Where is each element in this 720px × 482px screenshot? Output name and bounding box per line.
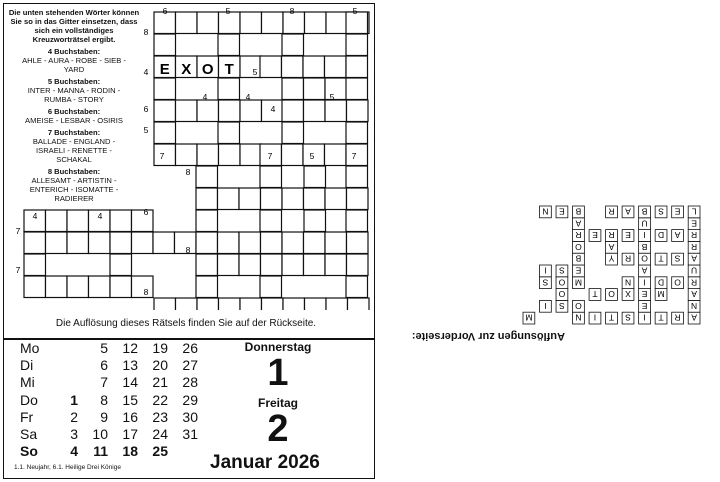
crossword-grid xyxy=(0,0,376,310)
grid-cell[interactable] xyxy=(240,100,262,122)
grid-cell[interactable] xyxy=(325,78,347,100)
grid-cell[interactable] xyxy=(346,276,368,298)
grid-cell[interactable] xyxy=(219,144,241,166)
length-label: 5 xyxy=(329,92,335,102)
solution-letter: E xyxy=(592,230,598,241)
grid-cell[interactable] xyxy=(326,298,348,310)
length-label: 7 xyxy=(351,151,357,161)
day-number-1: 1 xyxy=(267,352,289,394)
grid-cell[interactable] xyxy=(304,166,326,188)
grid-cell[interactable] xyxy=(197,100,219,122)
solution-letter: I xyxy=(643,312,646,323)
grid-cell[interactable] xyxy=(132,276,154,298)
solution-letter: A xyxy=(625,206,631,217)
grid-cell[interactable] xyxy=(282,232,304,254)
calendar-date[interactable]: 19 xyxy=(152,340,168,356)
grid-cell[interactable] xyxy=(262,298,284,310)
solution-letter: N xyxy=(542,206,549,217)
grid-cell[interactable] xyxy=(346,34,368,56)
solution-letter: E xyxy=(691,218,697,229)
group-words: RADIERER xyxy=(54,194,94,203)
grid-cell[interactable] xyxy=(110,232,132,254)
solution-letter: N xyxy=(691,300,698,311)
grid-cell[interactable] xyxy=(196,166,218,188)
length-label: 8 xyxy=(185,167,191,177)
calendar-date[interactable]: 8 xyxy=(100,391,108,408)
group-words: SCHAKAL xyxy=(56,155,92,164)
solution-title: Auflösungen zur Vorderseite: xyxy=(411,330,565,342)
group-words: YARD xyxy=(63,65,85,74)
grid-cell[interactable] xyxy=(197,144,219,166)
calendar-date[interactable]: 14 xyxy=(122,374,138,391)
grid-cell[interactable] xyxy=(89,276,111,298)
grid-cell[interactable] xyxy=(239,232,261,254)
grid-cell[interactable] xyxy=(176,144,198,166)
grid-cell[interactable] xyxy=(283,298,305,310)
calendar-date[interactable]: 24 xyxy=(152,426,168,442)
grid-cell[interactable] xyxy=(218,78,240,100)
grid-cell[interactable] xyxy=(240,298,262,310)
solution-letter: A xyxy=(608,241,615,252)
grid-cell[interactable] xyxy=(176,12,198,34)
calendar-date[interactable]: 16 xyxy=(122,408,138,425)
grid-cell[interactable] xyxy=(348,298,370,310)
solution-letter: B xyxy=(575,253,582,264)
solution-letter: X xyxy=(625,289,631,300)
weekday-label: Mo xyxy=(20,340,40,356)
length-label: 8 xyxy=(185,245,191,255)
solution-letter: B xyxy=(641,241,648,252)
solution-letter: I xyxy=(593,312,597,323)
calendar-date[interactable]: 4 xyxy=(70,443,78,460)
solution-letter: I xyxy=(643,277,646,288)
grid-cell[interactable] xyxy=(305,12,327,34)
calendar-date[interactable]: 11 xyxy=(93,443,108,460)
calendar-date[interactable]: 12 xyxy=(122,340,138,356)
grid-cell[interactable] xyxy=(154,298,176,310)
holiday-note: 1.1. Neujahr, 6.1. Heilige Drei Könige xyxy=(14,464,121,471)
grid-cell[interactable] xyxy=(282,144,304,166)
grid-cell[interactable] xyxy=(196,210,218,232)
grid-cell[interactable] xyxy=(282,78,304,100)
solution-panel xyxy=(372,0,720,482)
solution-letter: D xyxy=(657,277,665,288)
group-words: INTER - MANNA - RODIN - xyxy=(27,86,121,95)
length-label: 7 xyxy=(15,265,21,275)
grid-cell[interactable] xyxy=(154,122,176,144)
grid-cell[interactable] xyxy=(304,78,326,100)
grid-cell[interactable] xyxy=(239,188,261,210)
grid-cell[interactable] xyxy=(304,232,326,254)
solution-letter: S xyxy=(559,300,565,311)
day-name-1: Donnerstag xyxy=(244,340,312,354)
grid-cell[interactable] xyxy=(282,56,304,78)
grid-cell[interactable] xyxy=(325,188,347,210)
grid-cell[interactable] xyxy=(326,12,348,34)
grid-cell[interactable] xyxy=(240,144,262,166)
grid-cell[interactable] xyxy=(346,56,368,78)
grid-cell[interactable] xyxy=(240,12,262,34)
solution-letter: E xyxy=(625,230,631,241)
calendar-date[interactable]: 13 xyxy=(122,357,138,374)
grid-cell[interactable] xyxy=(239,254,261,276)
solution-letter: R xyxy=(575,230,582,241)
month-title: Januar 2026 xyxy=(210,452,320,473)
grid-cell[interactable] xyxy=(67,276,89,298)
solution-letter: S xyxy=(559,265,565,276)
grid-cell[interactable] xyxy=(346,144,368,166)
grid-cell[interactable] xyxy=(218,122,240,144)
grid-cell[interactable] xyxy=(197,298,219,310)
grid-cell[interactable] xyxy=(154,34,176,56)
given-letter: O xyxy=(201,61,214,78)
grid-cell[interactable] xyxy=(154,78,176,100)
weekday-label: Di xyxy=(20,357,34,374)
grid-cell[interactable] xyxy=(304,188,326,210)
solution-letter: S xyxy=(542,277,549,288)
calendar-date[interactable]: 28 xyxy=(182,374,198,391)
group-words: ALLESAMT - ARTISTIN - xyxy=(31,176,117,185)
grid-cell[interactable] xyxy=(261,188,283,210)
solution-letter: O xyxy=(558,277,566,288)
solution-letter: T xyxy=(608,312,615,323)
solution-letter: L xyxy=(691,206,697,217)
solution-letter: I xyxy=(544,265,547,276)
solution-letter: A xyxy=(641,265,648,276)
grid-cell[interactable] xyxy=(325,144,347,166)
grid-cell[interactable] xyxy=(325,232,347,254)
grid-cell[interactable] xyxy=(260,56,282,78)
solution-letter: A xyxy=(691,253,697,264)
grid-cell[interactable] xyxy=(261,254,283,276)
solution-letter: M xyxy=(574,277,583,288)
length-label: 4 xyxy=(143,67,149,77)
solution-letter: R xyxy=(691,230,698,241)
calendar-date[interactable]: 17 xyxy=(122,426,138,442)
length-label: 6 xyxy=(143,207,149,217)
grid-cell[interactable] xyxy=(325,100,347,122)
solution-letter: I xyxy=(544,300,547,311)
grid-cell[interactable] xyxy=(347,100,369,122)
grid-cell[interactable] xyxy=(154,144,176,166)
solution-hint: Die Auflösung dieses Rätsels finden Sie auf der Rückseite. xyxy=(55,318,317,329)
given-letter: E xyxy=(159,61,170,78)
grid-cell[interactable] xyxy=(219,298,241,310)
calendar-date[interactable]: 6 xyxy=(100,357,108,374)
grid-cell[interactable] xyxy=(196,232,218,254)
solution-letter: T xyxy=(658,253,664,264)
grid-cell[interactable] xyxy=(154,100,176,122)
grid-cell[interactable] xyxy=(282,254,304,276)
length-label: 5 xyxy=(309,151,315,161)
calendar-date[interactable]: 29 xyxy=(182,391,198,408)
length-label: 7 xyxy=(15,226,21,236)
grid-cell[interactable] xyxy=(176,298,198,310)
length-label: 7 xyxy=(267,151,273,161)
group-header: 5 Buchstaben: xyxy=(47,77,101,86)
length-label: 8 xyxy=(143,287,149,297)
grid-cell[interactable] xyxy=(196,254,218,276)
length-label: 4 xyxy=(245,92,251,102)
calendar-date[interactable]: 5 xyxy=(100,340,108,356)
grid-cell[interactable] xyxy=(218,34,240,56)
grid-cell[interactable] xyxy=(89,232,111,254)
grid-cell[interactable] xyxy=(24,232,46,254)
solution-letter: E xyxy=(575,265,582,276)
grid-cell[interactable] xyxy=(219,100,241,122)
group-words: RUMBA - STORY xyxy=(44,95,104,104)
solution-letter: S xyxy=(625,312,631,323)
solution-letter: A xyxy=(691,289,697,300)
length-label: 5 xyxy=(225,6,231,16)
weekday-label: Fr xyxy=(20,408,34,425)
grid-cell[interactable] xyxy=(196,276,218,298)
grid-cell[interactable] xyxy=(196,188,218,210)
calendar-date[interactable]: 22 xyxy=(152,391,168,408)
solution-letter: U xyxy=(641,218,648,229)
solution-letter: A xyxy=(691,312,697,323)
grid-cell[interactable] xyxy=(282,34,304,56)
grid-cell[interactable] xyxy=(197,12,219,34)
length-label: 6 xyxy=(162,6,168,16)
grid-cell[interactable] xyxy=(46,232,68,254)
given-letter: T xyxy=(224,61,234,78)
grid-cell[interactable] xyxy=(304,210,326,232)
grid-cell[interactable] xyxy=(303,56,325,78)
length-label: 4 xyxy=(202,92,208,102)
grid-cell[interactable] xyxy=(346,210,368,232)
length-label: 6 xyxy=(143,104,149,114)
solution-letter: O xyxy=(575,241,582,252)
calendar-date[interactable]: 26 xyxy=(182,340,198,356)
grid-cell[interactable] xyxy=(304,100,326,122)
grid-cell[interactable] xyxy=(261,232,283,254)
group-header: 4 Buchstaben: xyxy=(47,47,101,56)
day-name-2: Freitag xyxy=(257,396,298,410)
solution-letter: U xyxy=(691,265,698,276)
calendar-date[interactable]: 27 xyxy=(182,357,198,374)
solution-letter: M xyxy=(657,289,665,300)
grid-cell[interactable] xyxy=(282,122,304,144)
grid-cell[interactable] xyxy=(282,100,304,122)
calendar-date[interactable]: 21 xyxy=(152,374,168,391)
grid-cell[interactable] xyxy=(176,100,198,122)
grid-cell[interactable] xyxy=(305,298,327,310)
calendar-date[interactable]: 18 xyxy=(122,443,138,460)
grid-cell[interactable] xyxy=(346,166,368,188)
solution-letter: T xyxy=(658,312,664,323)
solution-letter: O xyxy=(608,289,615,300)
group-words: AMEISE - LESBAR - OSIRIS xyxy=(25,116,123,125)
weekday-label: Mi xyxy=(20,374,35,391)
group-words: AHLE - AURA - ROBE - SIEB - xyxy=(22,56,126,65)
grid-cell[interactable] xyxy=(132,232,154,254)
calendar-date[interactable]: 31 xyxy=(182,426,198,442)
solution-letter: D xyxy=(657,230,665,241)
solution-letter: I xyxy=(643,230,646,241)
grid-cell[interactable] xyxy=(46,276,68,298)
solution-letter: A xyxy=(674,230,681,241)
solution-letter: N xyxy=(575,312,582,323)
solution-letter: R xyxy=(691,241,698,252)
group-words: ISRAELI - RENETTE - xyxy=(36,146,112,155)
grid-cell[interactable] xyxy=(24,254,46,276)
grid-cell[interactable] xyxy=(347,232,369,254)
grid-cell[interactable] xyxy=(325,56,347,78)
solution-letter: S xyxy=(674,253,681,264)
calendar-date[interactable]: 7 xyxy=(100,374,108,391)
solution-letter: O xyxy=(558,289,566,300)
solution-letter: T xyxy=(592,289,598,300)
grid-cell[interactable] xyxy=(110,210,132,232)
solution-letter: R xyxy=(608,230,615,241)
calendar-date[interactable]: 25 xyxy=(152,443,168,460)
length-label: 7 xyxy=(159,151,165,161)
calendar-date[interactable]: 20 xyxy=(152,357,168,374)
grid-cell[interactable] xyxy=(218,232,240,254)
group-header: 6 Buchstaben: xyxy=(47,107,101,116)
grid-cell[interactable] xyxy=(46,210,68,232)
grid-cell[interactable] xyxy=(110,276,132,298)
solution-letter: R xyxy=(608,206,615,217)
length-label: 5 xyxy=(143,125,149,135)
calendar-date[interactable]: 30 xyxy=(182,408,198,425)
length-label: 8 xyxy=(289,6,295,16)
solution-letter: Y xyxy=(608,253,615,264)
solution-letter: M xyxy=(525,312,533,323)
grid-cell[interactable] xyxy=(260,210,282,232)
calendar-date[interactable]: 1 xyxy=(70,391,78,408)
grid-cell[interactable] xyxy=(67,232,89,254)
grid-cell[interactable] xyxy=(218,188,240,210)
grid-cell[interactable] xyxy=(347,188,369,210)
solution-letter: B xyxy=(641,206,648,217)
calendar-date[interactable]: 9 xyxy=(100,408,108,425)
solution-letter: A xyxy=(575,218,582,229)
grid-cell[interactable] xyxy=(240,56,262,78)
length-label: 4 xyxy=(97,211,103,221)
length-label: 4 xyxy=(32,211,38,221)
calendar-date[interactable]: 2 xyxy=(70,408,78,425)
length-label: 5 xyxy=(352,6,358,16)
solution-letter: O xyxy=(575,300,582,311)
solution-letter: B xyxy=(575,206,582,217)
grid-cell[interactable] xyxy=(153,232,175,254)
group-words: BALLADE - ENGLAND - xyxy=(32,137,116,146)
solution-letter: N xyxy=(624,277,632,288)
calendar-date[interactable]: 23 xyxy=(152,408,168,425)
grid-cell[interactable] xyxy=(260,276,282,298)
grid-cell[interactable] xyxy=(304,254,326,276)
solution-letter: R xyxy=(674,312,681,323)
length-label: 5 xyxy=(252,67,258,77)
solution-letter: E xyxy=(641,289,648,300)
weekday-label: So xyxy=(20,443,38,460)
grid-cell[interactable] xyxy=(282,188,304,210)
group-header: 8 Buchstaben: xyxy=(47,167,101,176)
grid-cell[interactable] xyxy=(24,276,46,298)
day-number-2: 2 xyxy=(267,408,289,450)
weekday-label: Sa xyxy=(20,426,38,442)
solution-letter: S xyxy=(658,206,664,217)
grid-cell[interactable] xyxy=(260,166,282,188)
solution-letter: O xyxy=(674,277,681,288)
length-label: 8 xyxy=(143,27,149,37)
calendar-date[interactable]: 15 xyxy=(122,391,138,408)
grid-cell[interactable] xyxy=(218,254,240,276)
solution-letter: O xyxy=(641,253,648,264)
grid-cell[interactable] xyxy=(110,254,132,276)
solution-letter: R xyxy=(624,253,632,264)
weekday-label: Do xyxy=(20,391,38,408)
grid-cell[interactable] xyxy=(346,78,368,100)
grid-cell[interactable] xyxy=(325,254,347,276)
solution-letter: E xyxy=(674,206,681,217)
puzzle-intro: Die unten stehenden Wörter können Sie so in das Gitter einsetzen, dass sich ein vollständiges Kreuzworträtsel ergibt. xyxy=(8,8,140,44)
group-header: 7 Buchstaben: xyxy=(47,128,101,137)
solution-letter: E xyxy=(559,206,565,217)
solution-grid xyxy=(372,0,720,482)
grid-cells xyxy=(24,12,369,310)
grid-cell[interactable] xyxy=(67,210,89,232)
group-words: ENTERICH - ISOMATTE - xyxy=(29,185,119,194)
solution-letter: E xyxy=(641,300,648,311)
given-letter: X xyxy=(181,61,192,78)
calendar-date[interactable]: 10 xyxy=(92,426,108,442)
grid-cell[interactable] xyxy=(132,210,154,232)
solution-letter: R xyxy=(691,277,698,288)
length-label: 4 xyxy=(270,104,276,114)
calendar-date[interactable]: 3 xyxy=(70,426,78,442)
grid-cell[interactable] xyxy=(347,254,369,276)
grid-cell[interactable] xyxy=(346,122,368,144)
grid-cell[interactable] xyxy=(262,12,284,34)
